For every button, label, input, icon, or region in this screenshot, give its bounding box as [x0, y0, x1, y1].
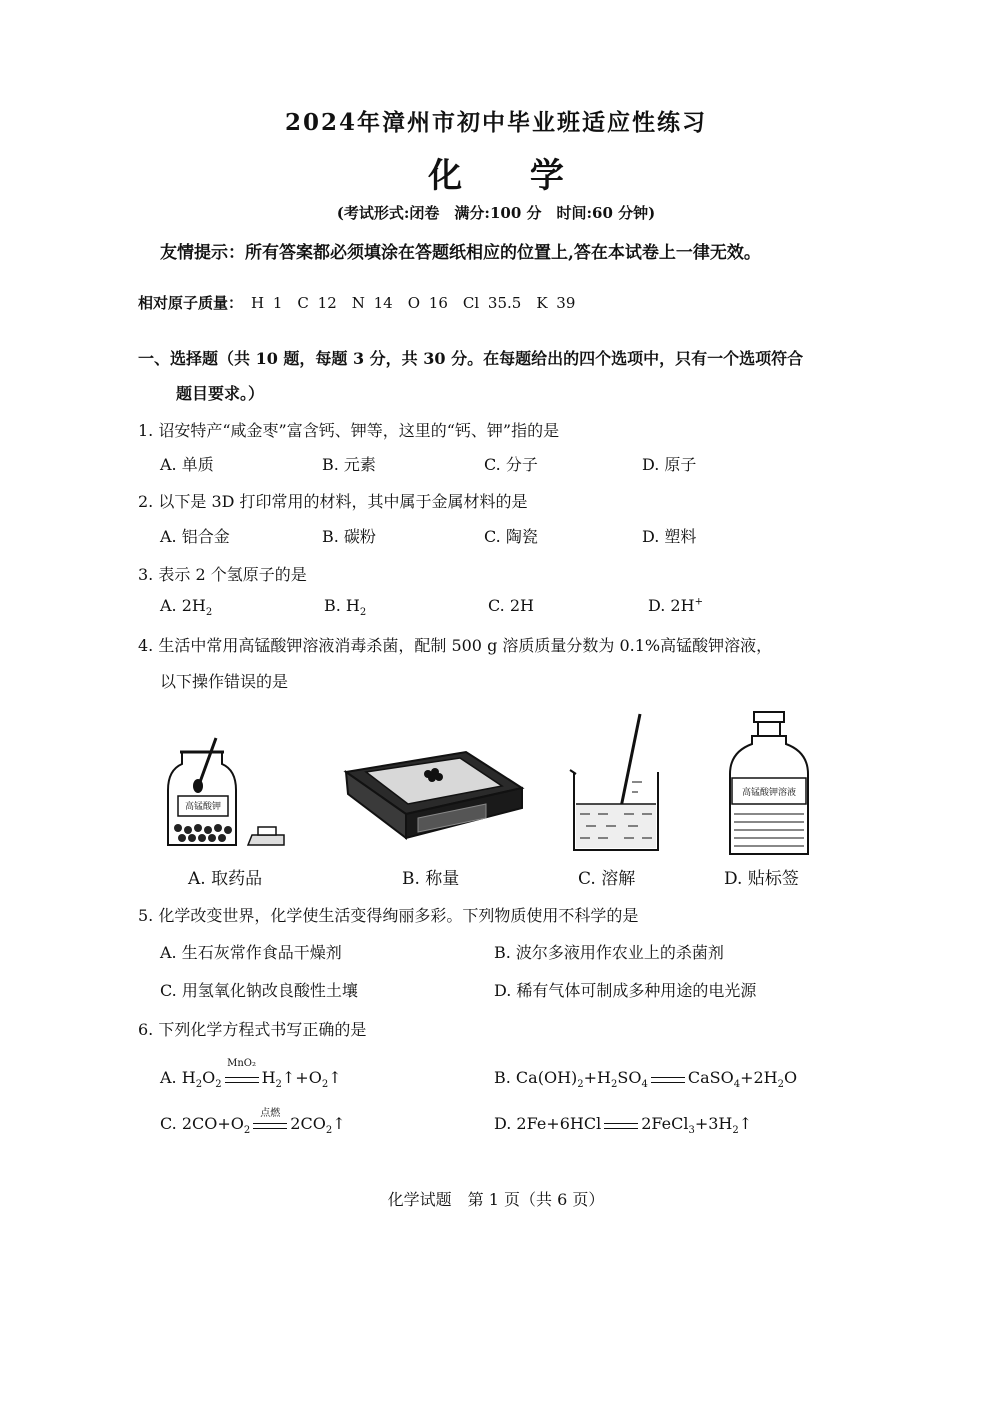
q1-option-c: C. 分子: [484, 455, 538, 474]
q2-option-a: A. 铝合金: [160, 527, 230, 546]
q5-option-a: A. 生石灰常作食品干燥剂: [160, 943, 342, 962]
q1-option-b: B. 元素: [322, 455, 376, 474]
section-heading-cont: 题目要求。）: [176, 384, 265, 403]
q6-option-b: B. $Ca(OH)_2+H_2SO_4$ $CaSO_4+2H_2O$: [494, 1068, 798, 1091]
q5-option-c: C. 用氢氧化钠改良酸性土壤: [160, 981, 358, 1000]
question-2-stem: 2. 以下是 3D 打印常用的材料，其中属于金属材料的是: [138, 492, 528, 511]
solution-bottle-figure: [724, 708, 814, 858]
notice: 友情提示：所有答案都必须填涂在答题纸相应的位置上,答在本试卷上一律无效。: [160, 243, 761, 263]
subject-title: 化 学: [428, 156, 592, 196]
beaker-figure: [566, 712, 670, 856]
q4-caption-b: B. 称量: [402, 869, 460, 889]
q5-option-b: B. 波尔多液用作农业上的杀菌剂: [494, 943, 724, 962]
q1-option-a: A. 单质: [160, 455, 214, 474]
question-6-stem: 6. 下列化学方程式书写正确的是: [138, 1020, 367, 1039]
exam-info: (考试形式:闭卷 满分:100 分 时间:60 分钟): [336, 204, 656, 222]
reagent-jar-figure: [160, 730, 290, 855]
q3-option-a: A. $2H_2$: [160, 596, 213, 619]
q4-caption-a: A. 取药品: [188, 869, 263, 889]
q4-caption-c: C. 溶解: [578, 869, 636, 889]
q1-option-d: D. 原子: [642, 455, 697, 474]
q5-option-d: D. 稀有气体可制成多种用途的电光源: [494, 981, 757, 1000]
atomic-mass-values: H 1 C 12 N 14 O 16 Cl 35.5 K 39: [251, 294, 576, 312]
q6-option-a: A. $H_2O_2$ MnO₂ $H_2↑+O_2↑$: [160, 1057, 342, 1091]
q3-option-c: C. 2H: [488, 596, 534, 615]
q6-option-d: D. 2Fe+6HCl $2FeCl_3+3H_2↑$: [494, 1114, 753, 1137]
atomic-mass-label: 相对原子质量：: [138, 294, 244, 312]
equation-arrow-icon: [651, 1071, 685, 1087]
solution-bottle-label: 高锰酸钾溶液: [741, 788, 796, 798]
q6-option-c: C. $2CO+O_2$ 点燃 $2CO_2↑$: [160, 1107, 346, 1137]
q3-option-b: B. $H_2$: [324, 596, 367, 619]
equation-arrow-icon: 点燃: [253, 1117, 287, 1133]
q2-option-d: D. 塑料: [642, 527, 697, 546]
exam-title: 2024年漳州市初中毕业班适应性练习: [284, 109, 707, 136]
atomic-mass-line: [138, 292, 575, 313]
question-4-stem: 4. 生活中常用高锰酸钾溶液消毒杀菌，配制 500 g 溶质质量分数为 0.1%高锰酸钾溶液，: [138, 636, 773, 655]
q3-option-d: D. 2H+: [648, 596, 703, 615]
equation-arrow-icon: MnO₂: [225, 1071, 259, 1087]
equation-arrow-icon: [604, 1117, 638, 1133]
question-3-stem: 3. 表示 2 个氢原子的是: [138, 565, 307, 584]
q4-caption-d: D. 贴标签: [724, 869, 799, 889]
q2-option-b: B. 碳粉: [322, 527, 376, 546]
page-footer: 化学试题 第 1 页（共 6 页）: [387, 1190, 605, 1209]
section-heading: 一、选择题（共 10 题，每题 3 分，共 30 分。在每题给出的四个选项中，只有一个选项符合: [138, 349, 804, 368]
reagent-jar-label: 高锰酸钾: [184, 802, 221, 812]
question-5-stem: 5. 化学改变世界，化学使生活变得绚丽多彩。下列物质使用不科学的是: [138, 906, 639, 925]
balance-figure: [336, 742, 528, 842]
question-1-stem: 1. 诏安特产“咸金枣”富含钙、钾等，这里的“钙、钾”指的是: [138, 421, 560, 440]
q2-option-c: C. 陶瓷: [484, 527, 538, 546]
question-4-stem-cont: 以下操作错误的是: [160, 672, 289, 691]
